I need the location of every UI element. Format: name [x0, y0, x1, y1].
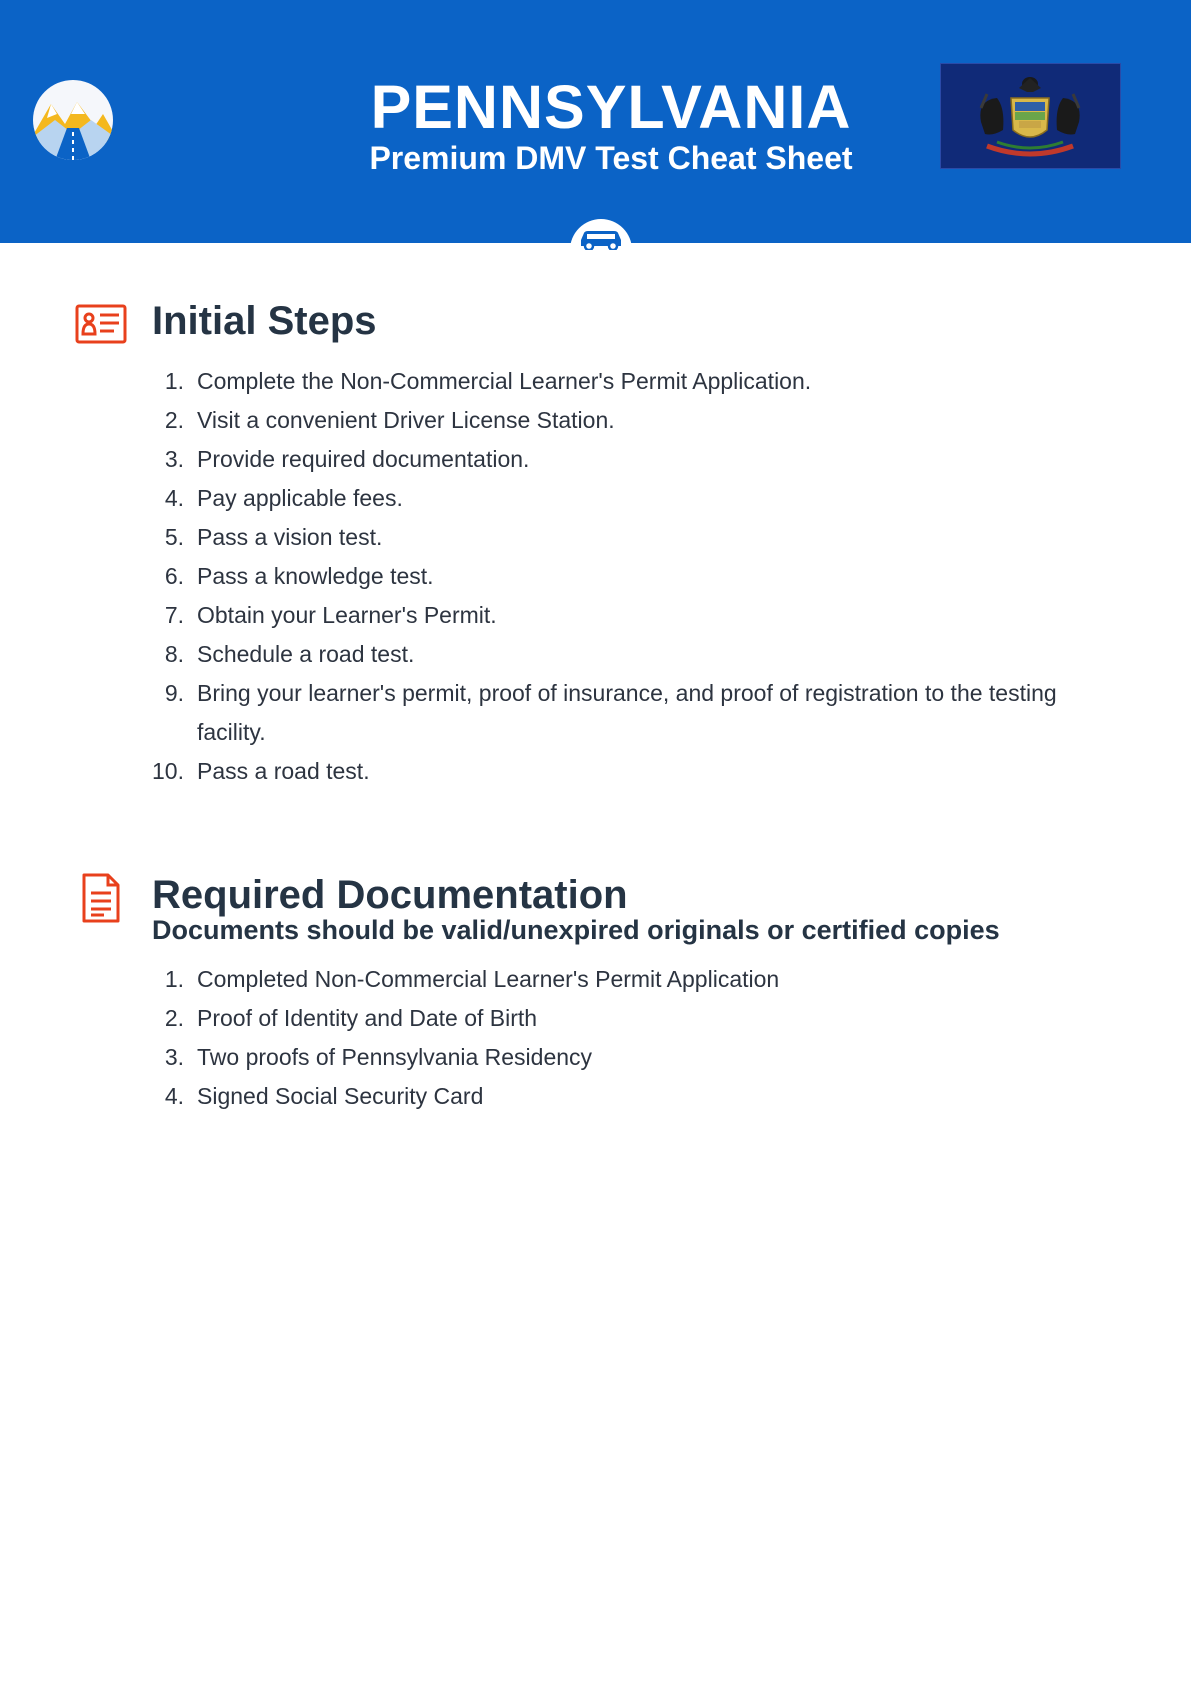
list-item: [0, 1077, 1130, 1116]
list-item: [0, 752, 1130, 791]
list-item: [0, 479, 1130, 518]
list-item: [0, 518, 1130, 557]
list-item: [0, 440, 1130, 479]
list-item-number: 6.: [164, 563, 184, 589]
list-item-number: 2.: [164, 1005, 184, 1031]
state-title: PENNSYLVANIA: [370, 73, 852, 141]
car-icon: [570, 219, 632, 250]
list-item-text: Pass a knowledge test.: [197, 563, 434, 589]
required-documentation-list: [0, 960, 1130, 1116]
list-item-number: 7.: [164, 602, 184, 628]
list-item: [0, 1038, 1130, 1077]
list-item-text: Obtain your Learner's Permit.: [197, 602, 497, 628]
list-item: [0, 362, 1130, 401]
page-subtitle: Premium DMV Test Cheat Sheet: [369, 140, 853, 176]
list-item-text: Pass a vision test.: [197, 524, 383, 550]
list-item-text: Proof of Identity and Date of Birth: [197, 1005, 538, 1031]
list-item-number: 3.: [164, 1044, 184, 1070]
required-documentation-subheading: Documents should be valid/unexpired originals or certified copies: [152, 915, 1000, 945]
list-item: [0, 596, 1130, 635]
initial-steps-heading: Initial Steps: [152, 299, 377, 343]
list-item-number: 10.: [152, 758, 184, 784]
list-item-text: Completed Non-Commercial Learner's Permit Application: [197, 966, 780, 992]
id-card-icon: [74, 297, 128, 351]
header-banner: [0, 0, 1191, 243]
list-item-text: Complete the Non-Commercial Learner's Permit Application.: [197, 368, 812, 394]
document-icon: [74, 871, 128, 925]
list-item-number: 4.: [164, 1083, 184, 1109]
list-item-number: 8.: [164, 641, 184, 667]
list-item: [0, 674, 1130, 752]
list-item-number: 9.: [164, 680, 184, 706]
list-item-text: Two proofs of Pennsylvania Residency: [197, 1044, 593, 1070]
list-item-number: 4.: [164, 485, 184, 511]
list-item-text: Signed Social Security Card: [197, 1083, 484, 1109]
list-item-text: Pay applicable fees.: [197, 485, 403, 511]
list-item-number: 5.: [164, 524, 184, 550]
list-item: [0, 557, 1130, 596]
list-item-text: Schedule a road test.: [197, 641, 415, 667]
list-item: [0, 960, 1130, 999]
list-item-text: Provide required documentation.: [197, 446, 530, 472]
list-item: [0, 635, 1130, 674]
list-item: [0, 999, 1130, 1038]
list-item-number: 3.: [164, 446, 184, 472]
list-item-number: 1.: [164, 966, 184, 992]
required-documentation-heading: Required Documentation: [152, 873, 628, 917]
list-item-number: 1.: [164, 368, 184, 394]
list-item-text: Bring your learner's permit, proof of insurance, and proof of registration to the testing facility.: [197, 680, 1057, 745]
pennsylvania-flag-icon: [940, 63, 1121, 169]
list-item-number: 2.: [164, 407, 184, 433]
list-item-text: Visit a convenient Driver License Station.: [197, 407, 615, 433]
initial-steps-list: [0, 362, 1130, 791]
list-item-text: Pass a road test.: [197, 758, 370, 784]
list-item: [0, 401, 1130, 440]
